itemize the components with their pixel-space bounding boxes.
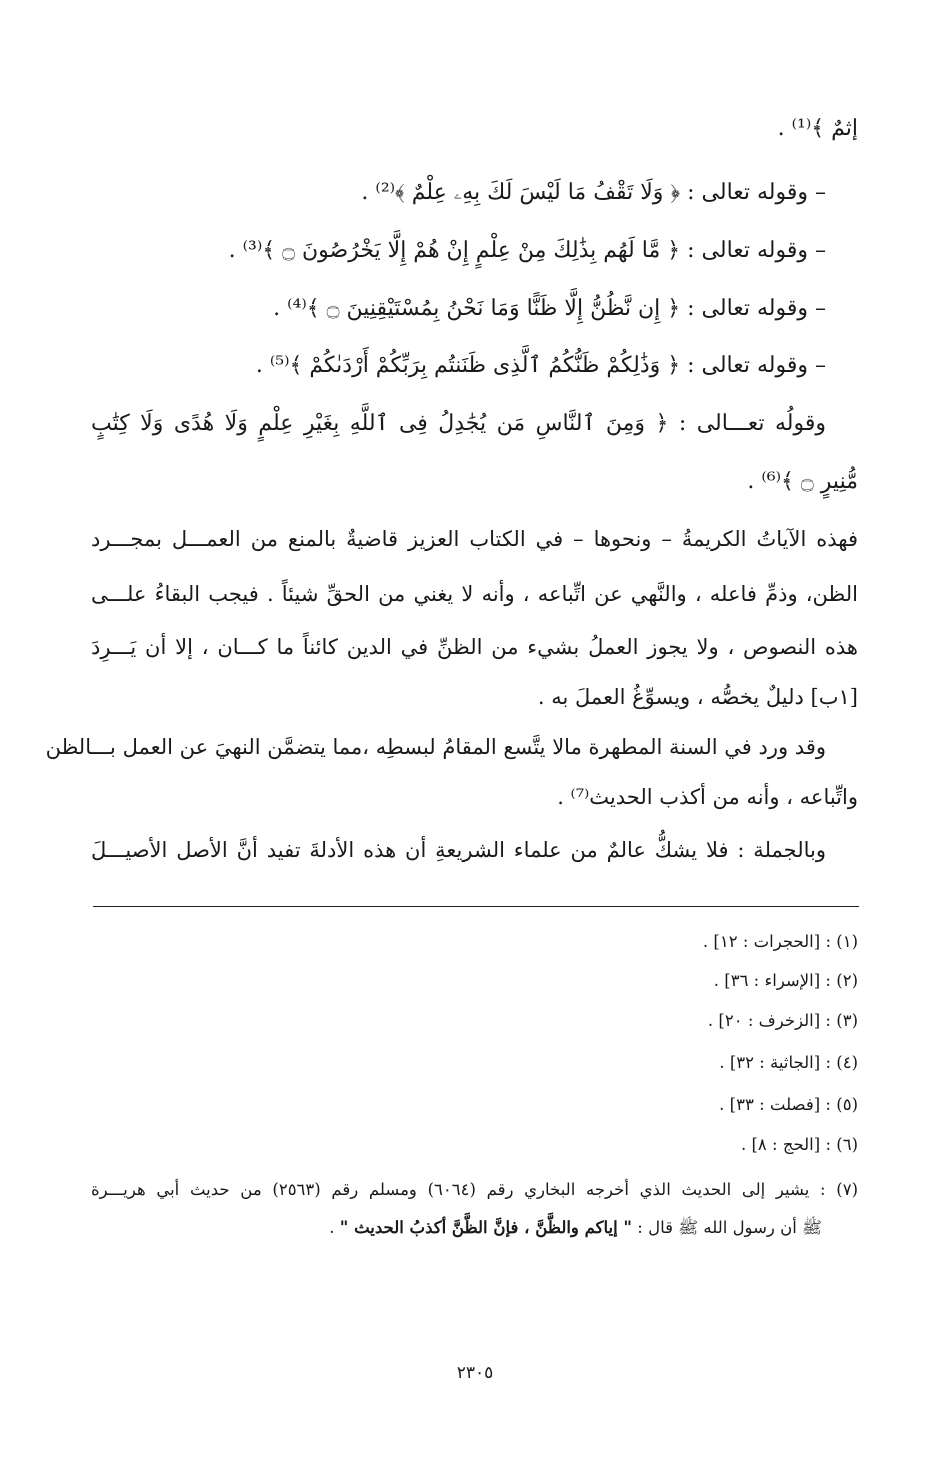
footnote-5: (٥) : [فصلت : ٣٣] .: [719, 1095, 858, 1114]
body-line-8: فهذه الآياتُ الكريمةُ – ونحوها – في الكتاب العزيز قاضيةٌ بالمنع من العمـــل بمجـــرد: [91, 527, 858, 551]
footnote-4: (٤) : [الجاثية : ٣٢] .: [719, 1053, 858, 1072]
body-line-13: واتِّباعه ، وأنه من أكذب الحديث⁽⁷⁾ .: [557, 785, 858, 809]
body-line-10: هذه النصوص ، ولا يجوز العملُ بشيء من الظنِّ في الدين كائناً ما كـــان ، إلا أن يَـــرِدَ: [91, 635, 858, 659]
footnote-7: (٧) : يشير إلى الحديث الذي أخرجه البخاري رقم (٦٠٦٤) ومسلم رقم (٢٥٦٣) من حديث أبي هريـــرة: [91, 1180, 858, 1199]
footnote-6: (٦) : [الحج : ٨] .: [740, 1135, 858, 1154]
footnote-7-hadith-quote: " إياكم والظَّنَّ ، فإنَّ الظَّنَّ أكذبُ الحديث ": [339, 1218, 633, 1237]
body-line-1: إثمٌ ﴾⁽¹⁾ .: [777, 116, 858, 141]
body-line-4: – وقوله تعالى : ﴿ إِن نَّظُنُّ إِلَّا ظَنًّا وَمَا نَحْنُ بِمُسْتَيْقِنِينَ ۝ ﴾⁽⁴⁾ .: [273, 296, 826, 321]
body-line-14: وبالجملة : فلا يشكُّ عالمٌ من علماء الشريعةِ أن هذه الأدلةَ تفيد أنَّ الأصل الأصيـــلَ: [91, 838, 826, 862]
page-number: ٢٣٠٥: [456, 1363, 494, 1383]
footnote-3: (٣) : [الزخرف : ٢٠] .: [707, 1011, 858, 1030]
body-line-11: [١ب] دليلٌ يخصُّه ، ويسوِّغُ العملَ به .: [537, 685, 858, 709]
footnote-7-prefix: ﷺ أن رسول الله ﷺ قال :: [632, 1218, 822, 1237]
body-line-3: – وقوله تعالى : ﴿ مَّا لَهُم بِذَٰلِكَ مِنْ عِلْمٍ إِنْ هُمْ إِلَّا يَخْرُصُونَ ۝ ﴾⁽³⁾ .: [228, 238, 826, 263]
body-line-7: مُّنِيرٍ ۝ ﴾⁽⁶⁾ .: [747, 469, 858, 494]
footnote-separator: [93, 906, 859, 907]
footnote-7-suffix: .: [329, 1218, 340, 1237]
body-line-6: وقولُه تعـــالى : ﴿ وَمِنَ ٱلنَّاسِ مَن يُجَٰدِلُ فِى ٱللَّهِ بِغَيْرِ عِلْمٍ وَلَا هُدًى وَلَا كِتَٰبٍ: [91, 411, 826, 436]
body-line-5: – وقوله تعالى : ﴿ وَذَٰلِكُمْ ظَنُّكُمُ ٱلَّذِى ظَنَنتُم بِرَبِّكُمْ أَرْدَىٰكُمْ ﴾⁽⁵⁾ .: [255, 353, 826, 378]
body-line-2: – وقوله تعالى : ﴿ وَلَا تَقْفُ مَا لَيْسَ لَكَ بِهِۦ عِلْمٌ ﴾⁽²⁾ .: [361, 180, 826, 205]
body-line-9: الظن، وذمِّ فاعله ، والنَّهي عن اتِّباعه ، وأنه لا يغني من الحقِّ شيئاً . فيجب البقاءُ علـــى: [91, 582, 858, 606]
footnote-1: (١) : [الحجرات : ١٢] .: [702, 932, 858, 951]
footnote-7-continuation: [329, 1218, 822, 1242]
body-line-12: وقد ورد في السنة المطهرة مالا يتَّسع المقامُ لبسطِه ،مما يتضمَّن النهيَ عن العمل بـــالظن: [45, 735, 826, 759]
footnote-2: (٢) : [الإسراء : ٣٦] .: [713, 971, 858, 990]
